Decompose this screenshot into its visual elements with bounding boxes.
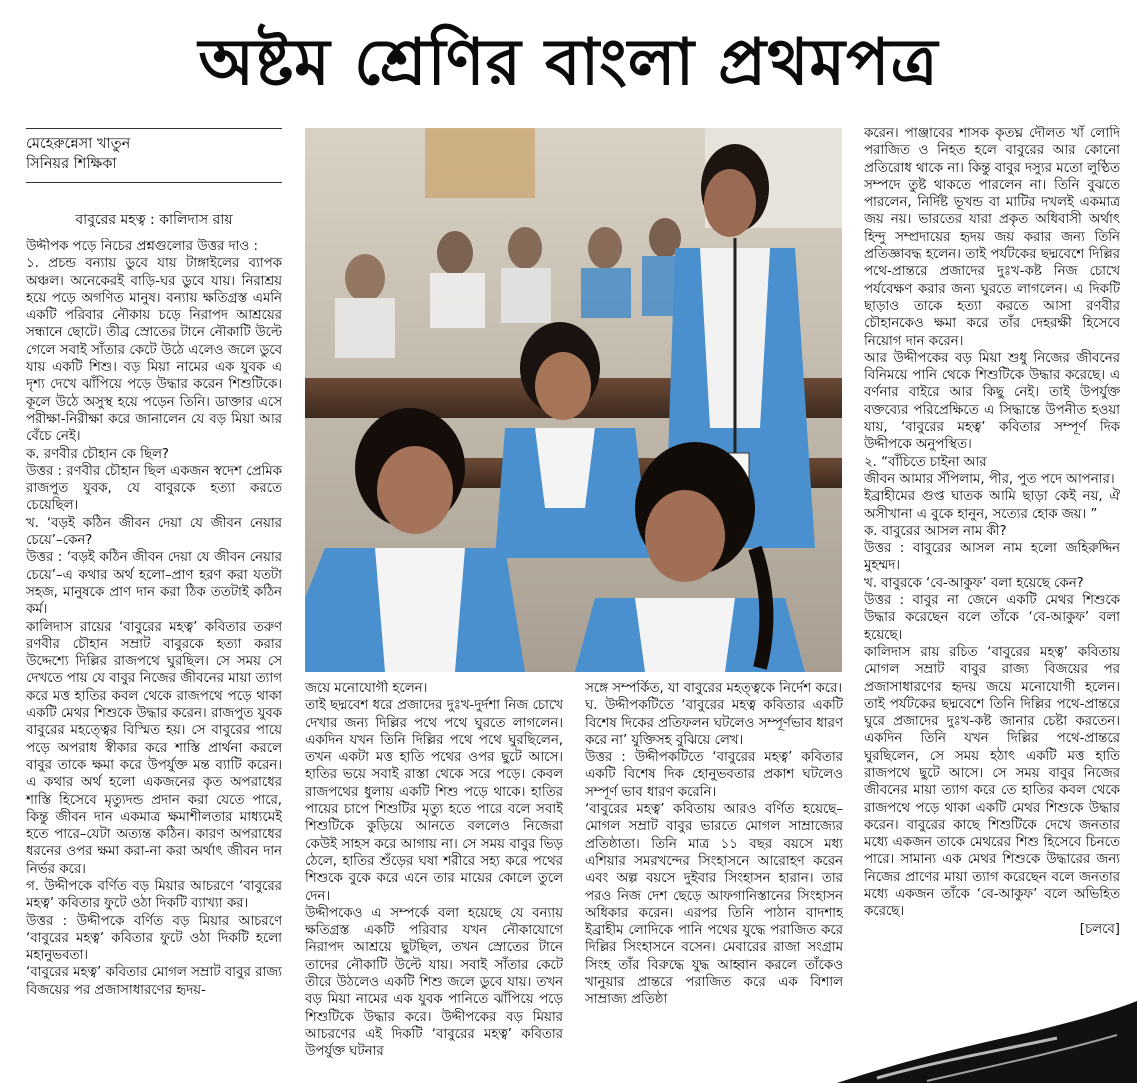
paragraph: কালিদাস রায় রচিত ‘বাবুরের মহত্ব’ কবিতায় মোগল সম্রাট বাবুর রাজ্য বিজয়ের পর প্রজাসাধারণের হৃদয় জয়ে মনোযোগী হলেন। তাই পর্যটকের ছদ্মবেশে তিনি দিল্লির পথে-প্রান্তরে ঘুরে প্রজাদের দুঃখ-কষ্ট জানার চেষ্টা করতেন। একদিন তিনি যখন দিল্লির পথে-প্রান্তরে ঘুরছিলেন, সে সময় হঠাৎ একটি মত্ত হাতি রাজপথে ছুটে আসে। সে সময় বাবুর নিজের জীবনের মায়া ত্যাগ করে তে হাতির কবল থেকে রাজপথে পড়ে থাকা একটি মেথর শিশুকে উদ্ধার করেন। বাবুরের কাছে শিশুটিকে দেখে জনতার মধ্যে একজন তাকে মেথরের শিশু হিসেবে চিনতে পারে। সামান্য এক মেথর শিশুকে উদ্ধারের জন্য নিজের প্রাণের মায়া ত্যাগ করেছেন বলে জনতার মধ্যে একজন তাঁকে ‘বে-আকুফ’ বলে অভিহিত করেছে।: [864, 644, 1120, 920]
paragraph: তাই ছদ্মবেশ ধরে প্রজাদের দুঃখ-দুর্দশা নিজ চোখে দেখার জন্য দিল্লির পথে পথে ঘুরতে লাগলেন। একদিন যখন তিনি দিল্লির পথে পথে ঘুরছিলেন, তখন একটা মত্ত হাতি পথের ওপর ছুটে আসে। হাতির ভয়ে সবাই রাস্তা থেকে সরে পড়ে। কেবল রাজপথের ধুলায় একটি শিশু পড়ে থাকে। হাতির পায়ের চাপে শিশুটির মৃত্যু হতে পারে বলে সবাই শিশুটিকে কুড়িয়ে আনতে বললেও নিজেরা কেউই সাহস করে আগায় না। সে সময় বাবুর ভিড় ঠেলে, হাতির শুঁড়ের ঘষা শরীরে সহ্য করে পথের শিশুকে বুকে করে এনে তার মায়ের কোলে তুলে দেন।: [305, 698, 563, 904]
paragraph: জীবন আমার সঁপিলাম, পীর, পুত পদে আপনার।: [864, 471, 1115, 487]
paragraph: খ. ‘বড়ই কঠিন জীবন দেয়া যে জীবন নেয়ার চেয়ে’–কেন?: [26, 515, 282, 549]
paragraph: উত্তর : বাবুর না জেনে একটি মেথর শিশুকে উদ্ধার করেছেন বলে তাঁকে ‘বে-আকুফ’ বলা হয়েছে।: [864, 593, 1120, 643]
byline-bottom-rule: [26, 182, 282, 183]
paragraph: উত্তর : উদ্দীপকে বর্ণিত বড় মিয়ার আচরণে ‘বাবুরের মহত্ব’ কবিতার ফুটে ওঠা দিকটি হলো মহানুভবতা।: [26, 913, 282, 964]
author-name: মেহেরুন্নেসা খাতুন: [26, 136, 131, 152]
paragraph: ১. প্রচন্ড বন্যায় ডুবে যায় টাঙ্গাইলের ব্যাপক অঞ্চল। অনেকেরই বাড়ি-ঘর ডুবে যায়। নিরাশ্রয় হয়ে পড়ে অগণিত মানুষ। বন্যায় ক্ষতিগ্রস্ত এমনি একটি পরিবার নৌকায় চড়ে নিরাপদ আশ্রয়ের সন্ধানে ছোটে। তীব্র স্রোতের টানে নৌকাটি উল্টে গেলে সবাই সাঁতার কেটে উঠে এলেও জলে ডুবে যায় একটি শিশু। বড় মিয়া নামের এক যুবক এ দৃশ্য দেখে ঝাঁপিয়ে পড়ে উদ্ধার করেন শিশুটিকে। কূলে উঠে অসুস্থ হয়ে পড়েন তিনি। ডাক্তার এসে পরীক্ষা-নিরীক্ষা করে জানালেন যে বড় মিয়া আর বেঁচে নেই।: [26, 256, 282, 445]
paragraph: কালিদাস রায়ের ‘বাবুরের মহত্ব’ কবিতার তরুণ রণবীর চৌহান সম্রাট বাবুরকে হত্যা করার উদ্দেশ্যে দিল্লির রাজপথে ঘুরছিল। সে সময় সে দেখতে পায় যে বাবুর নিজের জীবনের মায়া ত্যাগ করে মত্ত হাতির কবল থেকে রাজপথে পড়ে থাকা একটি মেথর শিশুকে উদ্ধার করেন। রাজপুত যুবক বাবুরের মহত্ত্বের বিস্মিত হয়। সে বাবুরের পায়ে পড়ে অপরাধ স্বীকার করে শাস্তি প্রার্থনা করলে বাবুর তাকে ক্ষমা করে উপর্যুক্ত মন্ত ব্যাটি করেন। এ কথার অর্থ হলো একজনের কৃত অপরাধের শাস্তি হিসেবে মৃত্যুদন্ড প্রদান করা যেতে পারে, কিন্তু জীবন দান একমাত্র ক্ষমাশীলতার মাধ্যমেই হতে পারে–যেটা অত্যন্ত কঠিন। কারণ অপরাধের ধরনের ওপর ক্ষমা করা-না করা অর্থাৎ জীবন দান নির্ভর করে।: [26, 619, 282, 877]
paragraph: জয়ে মনোযোগী হলেন।: [305, 681, 428, 696]
paragraph: উত্তর : রণবীর চৌহান ছিল একজন স্বদেশ প্রেমিক রাজপুত যুবক, যে বাবুরকে হত্যা করতে চেয়েছিল।: [26, 463, 282, 514]
text-column-3: [585, 680, 843, 1078]
paragraph: ঘ. উদ্দীপকটিতে ‘বাবুরের মহত্ব কবিতার একটি বিশেষ দিকের প্রতিফলন ঘটলেও সম্পূর্ণভাব ধারণ করে না’ যুক্তিসহ বুঝিয়ে লেখ।: [585, 698, 843, 748]
author-role: সিনিয়র শিক্ষিকা: [26, 156, 117, 172]
paragraph: সঙ্গে সম্পর্কিত, যা বাবুরের মহত্ত্বকে নির্দেশ করে।: [585, 681, 843, 696]
paragraph: উত্তর : ‘বড়ই কঠিন জীবন দেয়া যে জীবন নেয়ার চেয়ে’–এ কথার অর্থ হলো–প্রাণ হরণ করা যতটা সহজ, মানুষকে প্রাণ দান করা ঠিক ততটাই কঠিন কর্ম।: [26, 550, 282, 618]
paragraph: ‘বাবুরের মহত্ব’ কবিতায় আরও বর্ণিত হয়েছে–মোগল সম্রাট বাবুর ভারতে মোগল সাম্রাজ্যের প্রতিষ্ঠাতা। তিনি মাত্র ১১ বছর বয়সে মধ্য এশিয়ার সমরখন্দের সিংহাসনে আরোহণ করেন এবং অল্প বয়সে দুইবার সিংহাসন হারান। তার পরও নিজ দেশ ছেড়ে আফগানিস্তানের সিংহাসন অধিকার করেন। এরপর তিনি পাঠান বাদশাহ ইব্রাহীম লোদিকে পানি পথের যুদ্ধে পরাজিত করে দিল্লির সিংহাসনে বসেন। মেবারের রাজা সংগ্রাম সিংহ তাঁর বিরুদ্ধে যুদ্ধ আহ্বান করলে তাঁকেও খানুয়ার প্রান্তরে পরাজিত করে এক বিশাল সাম্রাজ্য প্রতিষ্ঠা: [585, 802, 843, 1008]
byline: [26, 128, 282, 183]
classroom-photo-illustration: [305, 128, 842, 672]
paragraph: উদ্দীপক পড়ে নিচের প্রশ্নগুলোর উত্তর দাও :: [26, 239, 258, 254]
paragraph: উত্তর : বাবুরের আসল নাম হলো জহিরুদ্দিন মুহম্মদ।: [864, 541, 1120, 574]
paragraph: উদ্দীপকেও এ সম্পর্কে বলা হয়েছে যে বন্যায় ক্ষতিগ্রস্ত একটি পরিবার যখন নৌকাযোগে নিরাপদ আশ্রয়ে ছুটছিল, তখন স্রোতের টানে তাদের নৌকাটি উল্টে যায়। সবাই সাঁতার কেটে তীরে উঠলেও একটি শিশু জলে ডুবে যায়। তখন বড় মিয়া নামের এক যুবক পানিতে ঝাঁপিয়ে পড়ে শিশুটিকে উদ্ধার করে। উদ্দীপকের বড় মিয়ার আচরণের এই দিকটি ‘বাবুরের মহত্ব’ কবিতার উপর্যুক্ত ঘটনার: [305, 905, 563, 1060]
paragraph: ‘বাবুরের মহত্ব’ কবিতার মোগল সম্রাট বাবুর রাজ্য বিজয়ের পর প্রজাসাধারণের হৃদয়-: [26, 965, 282, 998]
paragraph: ২. “বাঁচিতে চাইনা আর: [864, 454, 987, 470]
paragraph: খ. বাবুরকে ‘বে-আকুফ’ বলা হয়েছে কেন?: [864, 575, 1084, 591]
classroom-photo: [305, 128, 842, 672]
page-headline: অষ্টম শ্রেণির বাংলা প্রথমপত্র: [198, 25, 939, 100]
paragraph: করেন। পাঞ্জাবের শাসক কৃতঘ্ন দৌলত খাঁ লোদি পরাজিত ও নিহত হলে বাবুরের আর কোনো প্রতিরোধ থাকে না। কিন্তু বাবুর দস্যুর মতো লুণ্ঠিত সম্পদে তুষ্ট থাকতে পারলেন না। তিনি বুঝতে পারলেন, নির্দিষ্ট ভূখন্ড বা মাটির দখলই একমাত্র জয় নয়। ভারতের যারা প্রকৃত অধিবাসী অর্থাৎ হিন্দু সম্প্রদায়ের হৃদয় জয় করার জন্য তিনি প্রতিজ্ঞাবদ্ধ হলেন। তাই পর্যটকের ছদ্মবেশে দিল্লির পথে-প্রান্তরে প্রজাদের দুঃখ-কষ্ট নিজ চোখে পর্যবেক্ষণ করার জন্য ঘুরতে লাগলেন। এ দিকটি ছাড়াও তাকে হত্যা করতে আসা রণবীর চৌহানকেও ক্ষমা করে তাঁর দেহরক্ষী হিসেবে নিয়োগ দান করেন।: [864, 126, 1120, 349]
paragraph: ক. রণবীর চৌহান কে ছিল?: [26, 446, 169, 462]
paragraph: ইব্রাহীমের গুপ্ত ঘাতক আমি ছাড়া কেই নয়, ঐ অসীখানা এ বুকে হানুন, সত্যের হোক জয়। ”: [864, 489, 1120, 522]
continued-marker: [চলবে]: [1079, 921, 1120, 937]
brush-stroke-decoration: [837, 993, 1137, 1083]
paragraph: ক. বাবুরের আসল নাম কী?: [864, 523, 1007, 539]
text-column-4: [864, 125, 1120, 1078]
paragraph: উত্তর : উদ্দীপকটিতে ‘বাবুরের মহত্ব’ কবিতার একটি বিশেষ দিক হোনুভবতার প্রকাশ ঘটলেও সম্পূর্ণ ভাব ধারণ করেনি।: [585, 750, 843, 800]
text-column-2: [305, 680, 563, 1078]
paragraph: আর উদ্দীপকের বড় মিয়া শুধু নিজের জীবনের বিনিময়ে পানি থেকে শিশুটিকে উদ্ধার করেছে। এ বর্ণনার বাইরে আর কিছু নেই। তাই উপর্যুক্ত বক্তব্যের পরিপ্রেক্ষিতে এ সিদ্ধান্তে উপনীত হওয়া যায়, ‘বাবুরের মহত্ব’ কবিতার সম্পূর্ণ দিক উদ্দীপকে অনুপস্থিত।: [864, 350, 1120, 453]
paragraph: গ. উদ্দীপকে বর্ণিত বড় মিয়ার আচরণে ‘বাবুরের মহত্ব’ কবিতার ফুটে ওঠা দিকটি ব্যাখ্যা কর।: [26, 878, 282, 912]
article-subheading: বাবুরের মহত্ব : কালিদাস রায়: [75, 212, 233, 228]
text-column-1: [26, 238, 282, 1078]
